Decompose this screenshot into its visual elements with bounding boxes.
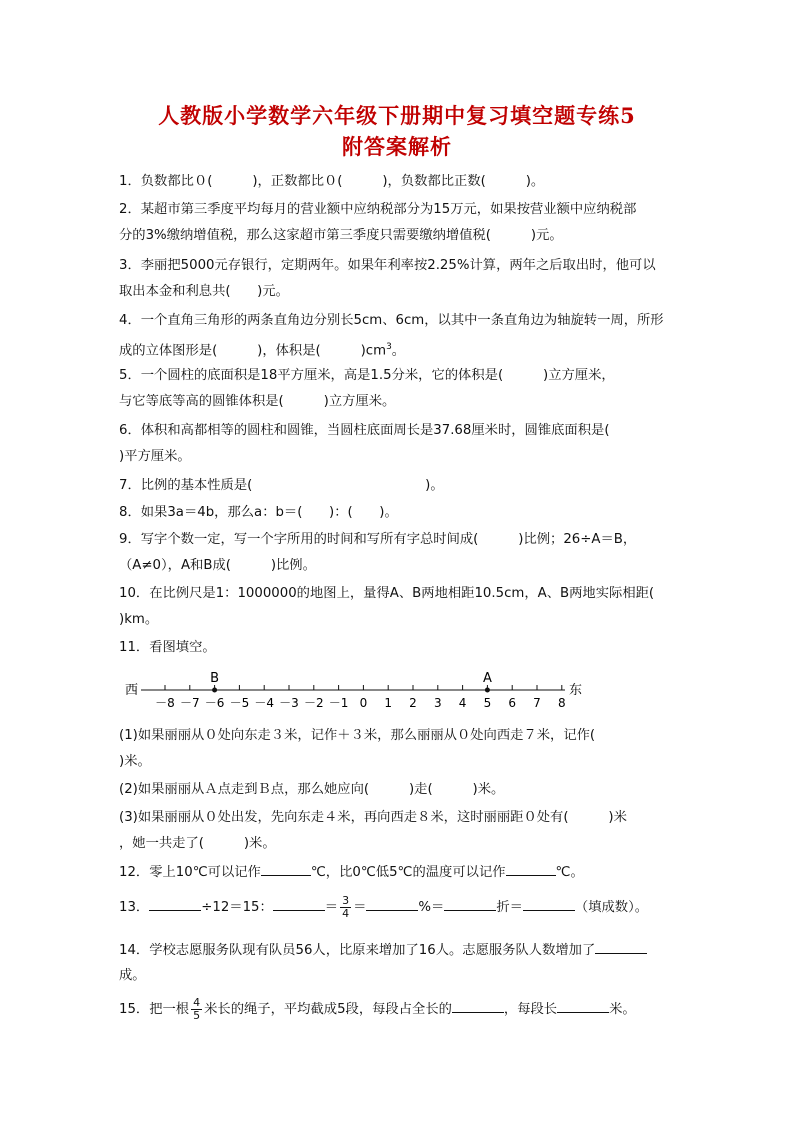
question-11-1-line-1: (1)如果丽丽从０处向东走３米，记作＋３米，那么丽丽从０处向西走７米，记作( (119, 728, 596, 743)
superscript-3: 3 (386, 342, 392, 352)
q13-text-b: ÷12＝15： (201, 900, 273, 915)
tick-label: －4 (254, 696, 275, 710)
q12-text-b: ℃，比0℃低5℃的温度可以记作 (310, 865, 506, 880)
question-15 (119, 995, 679, 1027)
east-label: 东 (569, 683, 583, 698)
question-4-line-2 (119, 337, 679, 361)
question-11-3-line-2: ，她一共走了( )米。 (119, 836, 276, 851)
question-9-line-1: 9．写字个数一定，写一个字所用的时间和写所有字总时间成( )比例；26÷A＝B， (119, 532, 637, 547)
answer-blank[interactable] (261, 862, 311, 876)
fraction-three-quarters (340, 895, 351, 920)
fraction-four-fifths (191, 997, 202, 1022)
q13-text-c: ＝ (324, 900, 339, 915)
answer-blank[interactable] (444, 897, 496, 911)
tick-label: 1 (384, 696, 393, 710)
title-line-1: 人教版小学数学六年级下册期中复习填空题专练5 (158, 103, 636, 128)
question-6-line-1: 6．体积和高都相等的圆柱和圆锥，当圆柱底面周长是37.68厘米时，圆锥底面积是( (119, 423, 610, 438)
point-a-label: A (482, 671, 492, 686)
q13-text-e: %＝ (418, 900, 445, 915)
tick-label: －2 (303, 696, 324, 710)
tick-label: 5 (483, 696, 492, 710)
question-10-line-1: 10．在比例尺是1：1000000的地图上，量得A、B两地相距10.5cm，A、B两地实际相距( (119, 586, 655, 601)
west-label: 西 (125, 683, 139, 698)
question-8: 8．如果3a＝4b，那么a：b＝( )：( )。 (119, 505, 398, 520)
question-6-line-2: )平方厘米。 (119, 449, 191, 464)
tick-label: －5 (229, 696, 250, 710)
answer-blank[interactable] (273, 897, 325, 911)
q15-text-c: ，每段长 (503, 1002, 558, 1017)
question-9-line-2: （A≠0），A和B成( )比例。 (119, 558, 316, 573)
point-b-label: B (210, 671, 220, 686)
q13-text-a: 13． (119, 900, 150, 915)
answer-blank[interactable] (506, 862, 556, 876)
point-a-dot (485, 688, 490, 693)
tick-label: 3 (433, 696, 442, 710)
question-14-line-2: 成。 (119, 968, 146, 983)
q15-text-a: 15．把一根 (119, 1002, 190, 1017)
tick-label: －3 (279, 696, 299, 710)
q13-text-g: （填成数）。 (574, 900, 649, 915)
question-11-2: (2)如果丽丽从Ａ点走到Ｂ点，那么她应向( )走( )米。 (119, 782, 505, 797)
q12-text-c: ℃。 (555, 865, 584, 880)
tick-label: 4 (458, 696, 467, 710)
tick-label: 2 (409, 696, 417, 710)
tick-label: －1 (328, 696, 349, 710)
question-12 (119, 862, 679, 883)
q15-text-b: 米长的绳子，平均截成5段，每段占全长的 (204, 1002, 452, 1017)
question-11-1-line-2: )米。 (119, 754, 151, 769)
fraction-denominator: 5 (193, 1008, 201, 1022)
fraction-denominator: 4 (342, 906, 350, 920)
q14-text: 14．学校志愿服务队现有队员56人，比原来增加了16人。志愿服务队人数增加了 (119, 943, 596, 958)
tick-label: －8 (155, 696, 175, 710)
answer-blank[interactable] (557, 999, 609, 1013)
answer-blank[interactable] (595, 940, 647, 954)
q12-text-a: 12．零上10℃可以记作 (119, 865, 261, 880)
q13-text-f: 折＝ (496, 900, 523, 915)
answer-blank[interactable] (523, 897, 575, 911)
question-4-line-1: 4．一个直角三角形的两条直角边分别长5cm、6cm，以其中一条直角边为轴旋转一周，所形 (119, 313, 664, 328)
question-2-line-1: 2．某超市第三季度平均每月的营业额中应纳税部分为15万元，如果按营业额中应纳税部 (119, 202, 637, 217)
number-line (119, 666, 619, 716)
question-14-line-1 (119, 940, 679, 961)
question-7: 7．比例的基本性质是( )。 (119, 478, 444, 493)
question-11: 11．看图填空。 (119, 640, 216, 655)
tick-label: 7 (533, 696, 541, 710)
fraction-numerator: 3 (342, 893, 350, 907)
tick-label: 8 (557, 696, 566, 710)
q13-text-d: ＝ (353, 900, 367, 915)
tick-label: 6 (508, 696, 517, 710)
answer-blank[interactable] (452, 999, 504, 1013)
q15-text-d: 米。 (609, 1002, 636, 1017)
question-11-3-line-1: (3)如果丽丽从０处出发，先向东走４米，再向西走８米，这时丽丽距０处有( )米 (119, 810, 627, 825)
tick-label: －7 (179, 696, 200, 710)
question-13 (119, 893, 679, 925)
answer-blank[interactable] (366, 897, 418, 911)
question-5-line-2: 与它等底等高的圆锥体积是( )立方厘米。 (119, 394, 396, 409)
tick-label: －6 (204, 696, 225, 710)
question-10-line-2: )km。 (119, 612, 159, 627)
question-4-end: 。 (391, 343, 406, 359)
fraction-numerator: 4 (193, 995, 201, 1009)
point-b-dot (212, 688, 217, 693)
answer-blank[interactable] (149, 897, 201, 911)
question-3-line-2: 取出本金和利息共( )元。 (119, 284, 289, 299)
tick-label: 0 (359, 696, 368, 710)
title-line-2: 附答案解析 (342, 134, 452, 159)
question-5-line-1: 5．一个圆柱的底面积是18平方厘米，高是1.5分米，它的体积是( )立方厘米， (119, 368, 615, 383)
question-4-text: 成的立体图形是( )，体积是( )cm (119, 343, 387, 359)
question-2-line-2: 分的3%缴纳增值税，那么这家超市第三季度只需要缴纳增值税( )元。 (119, 228, 563, 243)
question-3-line-1: 3．李丽把5000元存银行，定期两年。如果年利率按2.25%计算，两年之后取出时，他可以 (119, 258, 656, 273)
question-1: 1．负数都比０( )，正数都比０( )，负数都比正数( )。 (119, 174, 545, 189)
